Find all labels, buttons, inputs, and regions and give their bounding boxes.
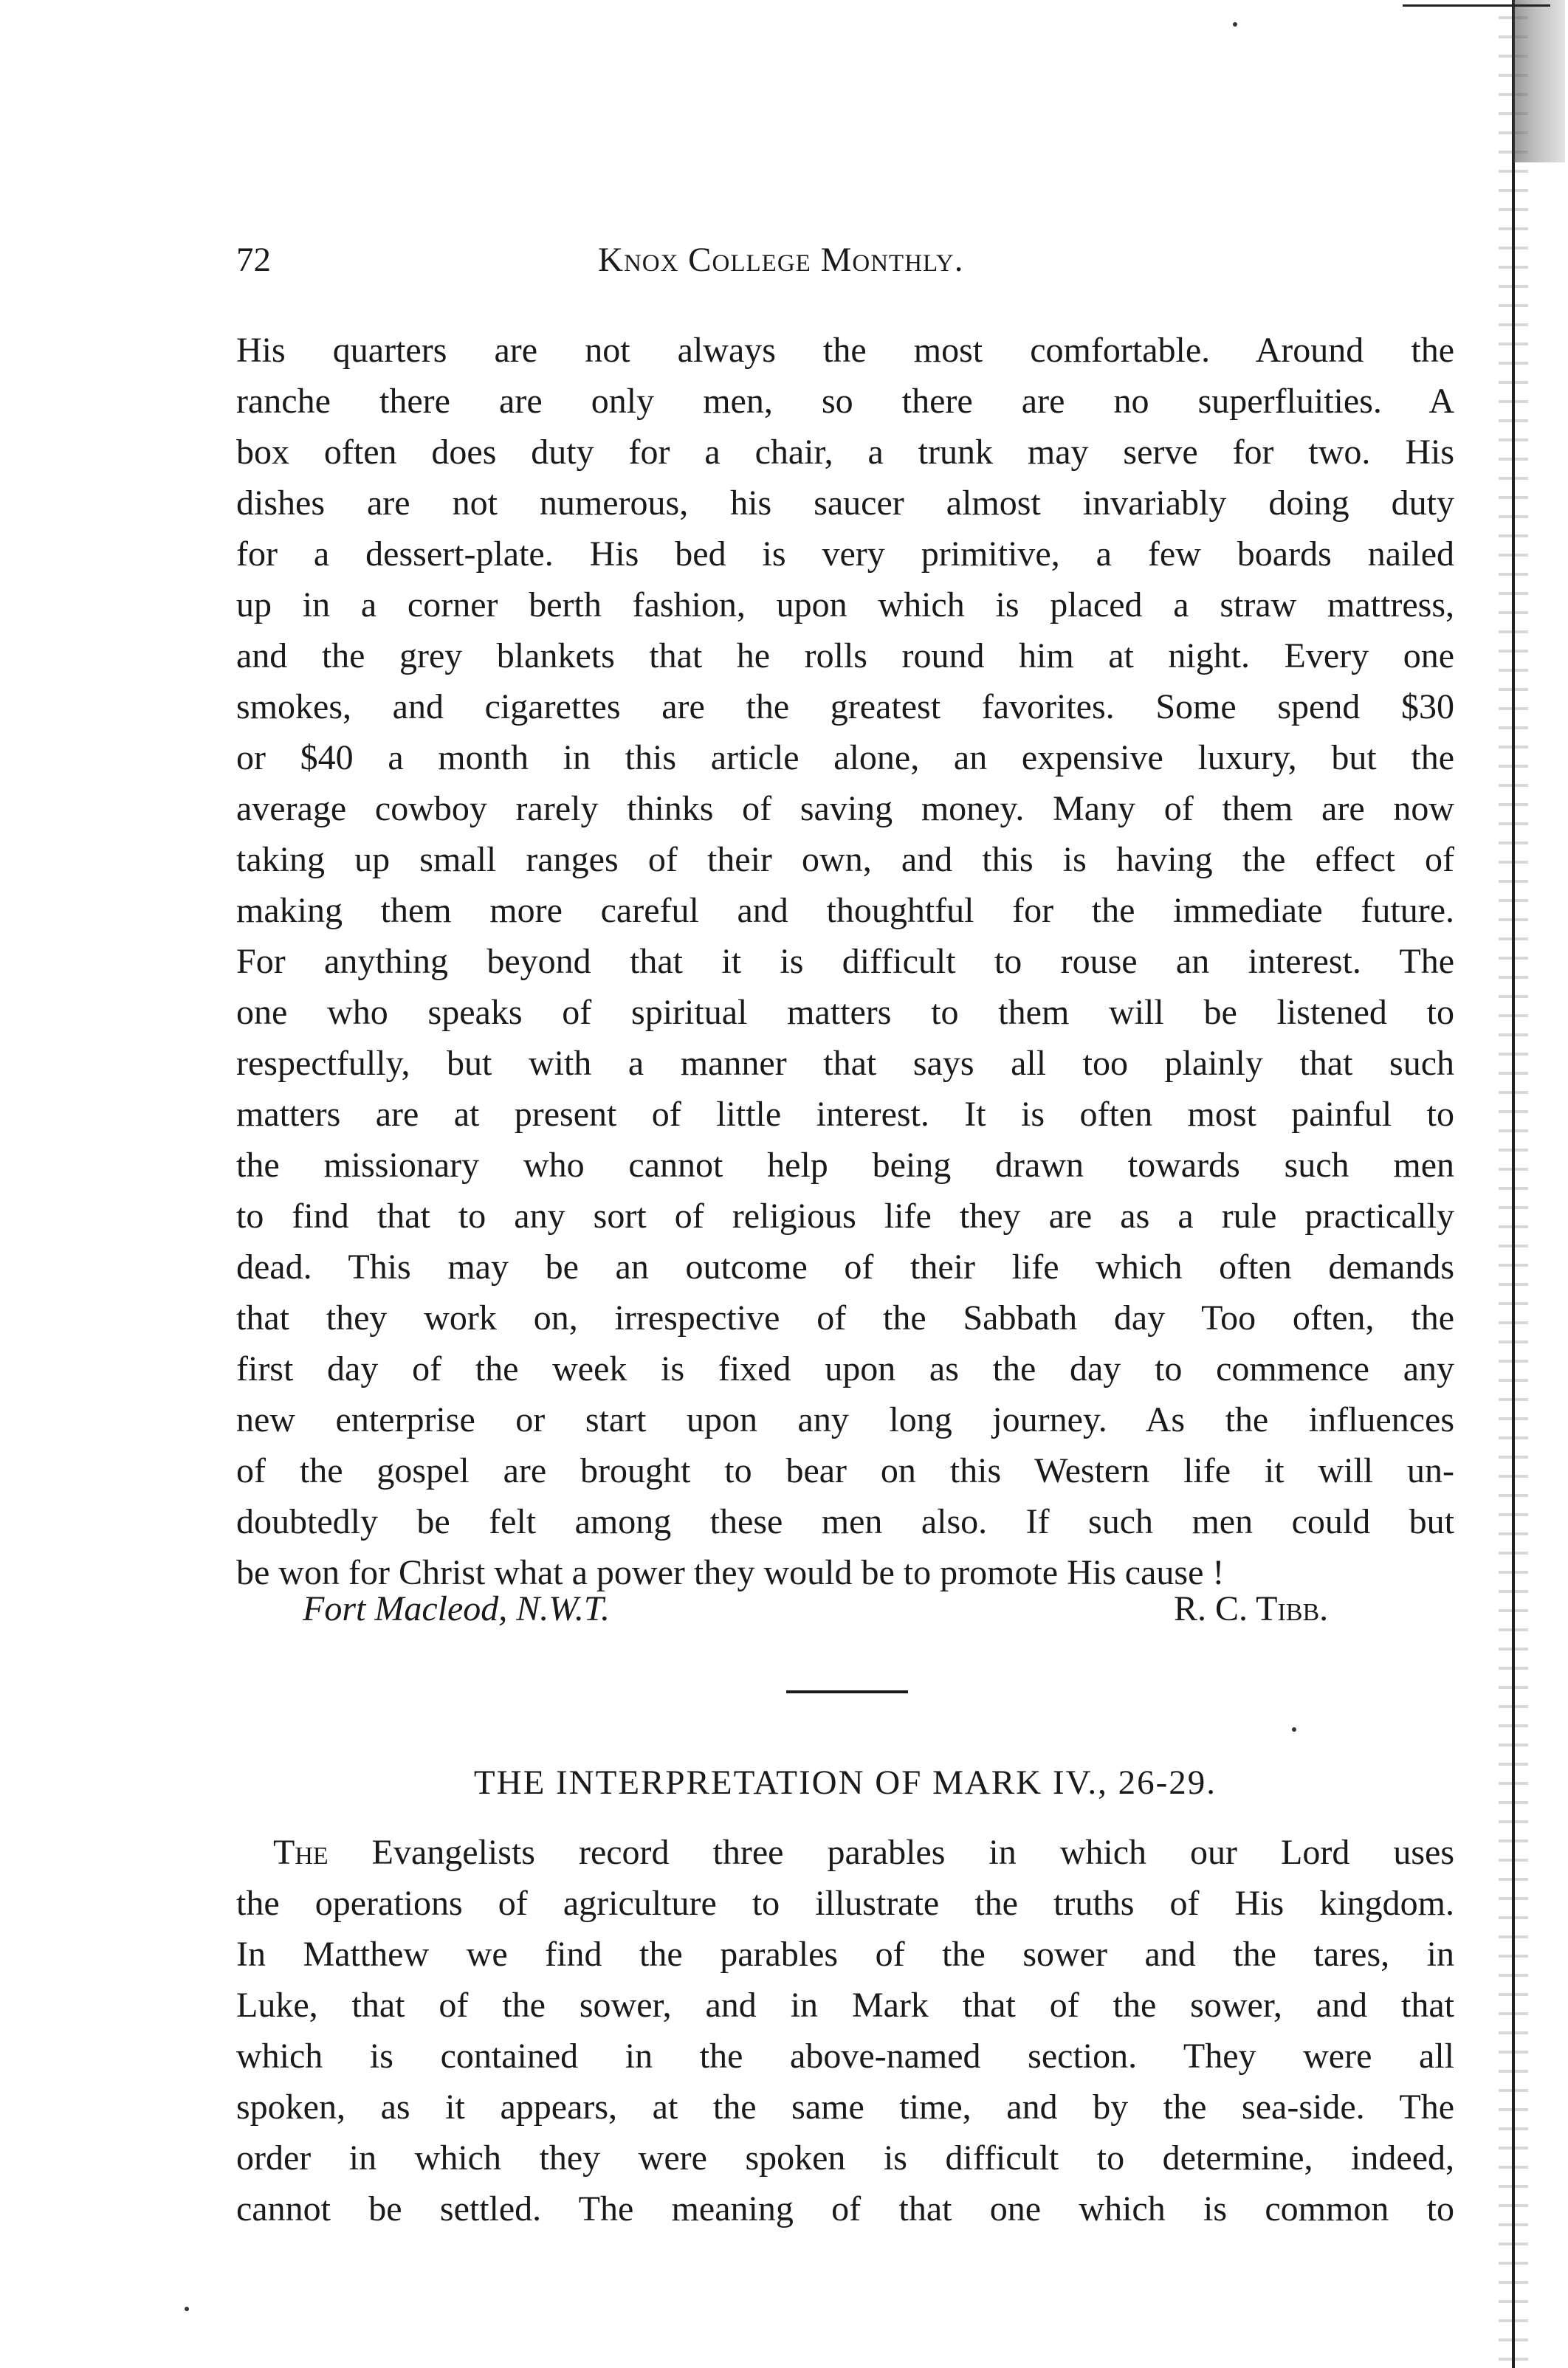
ink-speck [185, 2307, 189, 2311]
text-line: of the gospel are brought to bear on this Western life it will un- [236, 1451, 1454, 1490]
text-line: new enterprise or start upon any long journey. As the influences [236, 1400, 1454, 1439]
text-line: average cowboy rarely thinks of saving money. Many of them are now [236, 789, 1454, 828]
scan-corner-mark [1513, 0, 1565, 162]
first-line-rest: Evangelists record three parables in which our Lord uses [328, 1833, 1454, 1872]
text-line: matters are at present of little interest. It is often most painful to [236, 1095, 1454, 1134]
text-line-first [236, 1827, 1454, 1878]
text-line: that they work on, irrespective of the Sabbath day Too often, the [236, 1298, 1454, 1338]
text-line: for a dessert-plate. His bed is very primitive, a few boards nailed [236, 534, 1454, 574]
text-line: ranche there are only men, so there are no superfluities. A [236, 382, 1454, 421]
top-rule [1403, 4, 1550, 7]
text-line: to find that to any sort of religious life they are as a rule practically [236, 1197, 1454, 1236]
text-line: up in a corner berth fashion, upon which is placed a straw mattress, [236, 585, 1454, 624]
signature-author: R. C. Tibb. [1174, 1589, 1329, 1628]
text-line: spoken, as it appears, at the same time, and by the sea-side. The [236, 2088, 1454, 2127]
text-line: dead. This may be an outcome of their life which often demands [236, 1247, 1454, 1287]
page-edge [1499, 0, 1528, 2368]
text-line: respectfully, but with a manner that says all too plainly that such [236, 1044, 1454, 1083]
text-line: For anything beyond that it is difficult to rouse an interest. The [236, 942, 1454, 981]
section-divider [786, 1690, 908, 1693]
page-number: 72 [236, 241, 271, 279]
text-line: which is contained in the above-named section. They were all [236, 2037, 1454, 2076]
text-line: be won for Christ what a power they would be to promote His cause ! [236, 1553, 1225, 1592]
ink-speck [1233, 22, 1237, 27]
paragraph-two [236, 1827, 1454, 2234]
page-header [236, 240, 1454, 299]
text-line: In Matthew we find the parables of the sower and the tares, in [236, 1935, 1454, 1974]
text-line: order in which they were spoken is difficult to determine, indeed, [236, 2138, 1454, 2178]
text-line: cannot be settled. The meaning of that one which is common to [236, 2189, 1454, 2228]
text-line: one who speaks of spiritual matters to them will be listened to [236, 993, 1454, 1032]
signature-line [236, 1583, 1454, 1634]
text-line: making them more careful and thoughtful for the immediate future. [236, 891, 1454, 930]
ink-speck [1292, 1727, 1296, 1732]
drop-word: The [273, 1833, 329, 1872]
paragraph-one [236, 325, 1454, 1598]
text-line: doubtedly be felt among these men also. If such men could but [236, 1502, 1454, 1541]
text-line: the missionary who cannot help being drawn towards such men [236, 1146, 1454, 1185]
text-line: dishes are not numerous, his saucer almost invariably doing duty [236, 483, 1454, 523]
section-title: THE INTERPRETATION OF MARK IV., 26-29. [473, 1763, 1217, 1802]
running-head: Knox College Monthly. [598, 241, 964, 279]
text-line: box often does duty for a chair, a trunk may serve for two. His [236, 433, 1454, 472]
text-line: the operations of agriculture to illustrate the truths of His kingdom. [236, 1884, 1454, 1923]
text-line: taking up small ranges of their own, and this is having the effect of [236, 840, 1454, 879]
signature-place: Fort Macleod, N.W.T. [303, 1589, 610, 1628]
text-line: Luke, that of the sower, and in Mark that of the sower, and that [236, 1986, 1454, 2025]
text-line: and the grey blankets that he rolls round him at night. Every one [236, 636, 1454, 675]
text-line: smokes, and cigarettes are the greatest favorites. Some spend $30 [236, 687, 1454, 726]
text-line: His quarters are not always the most comfortable. Around the [236, 331, 1454, 370]
text-line: or $40 a month in this article alone, an expensive luxury, but the [236, 738, 1454, 777]
text-line: first day of the week is fixed upon as the day to commence any [236, 1349, 1454, 1388]
